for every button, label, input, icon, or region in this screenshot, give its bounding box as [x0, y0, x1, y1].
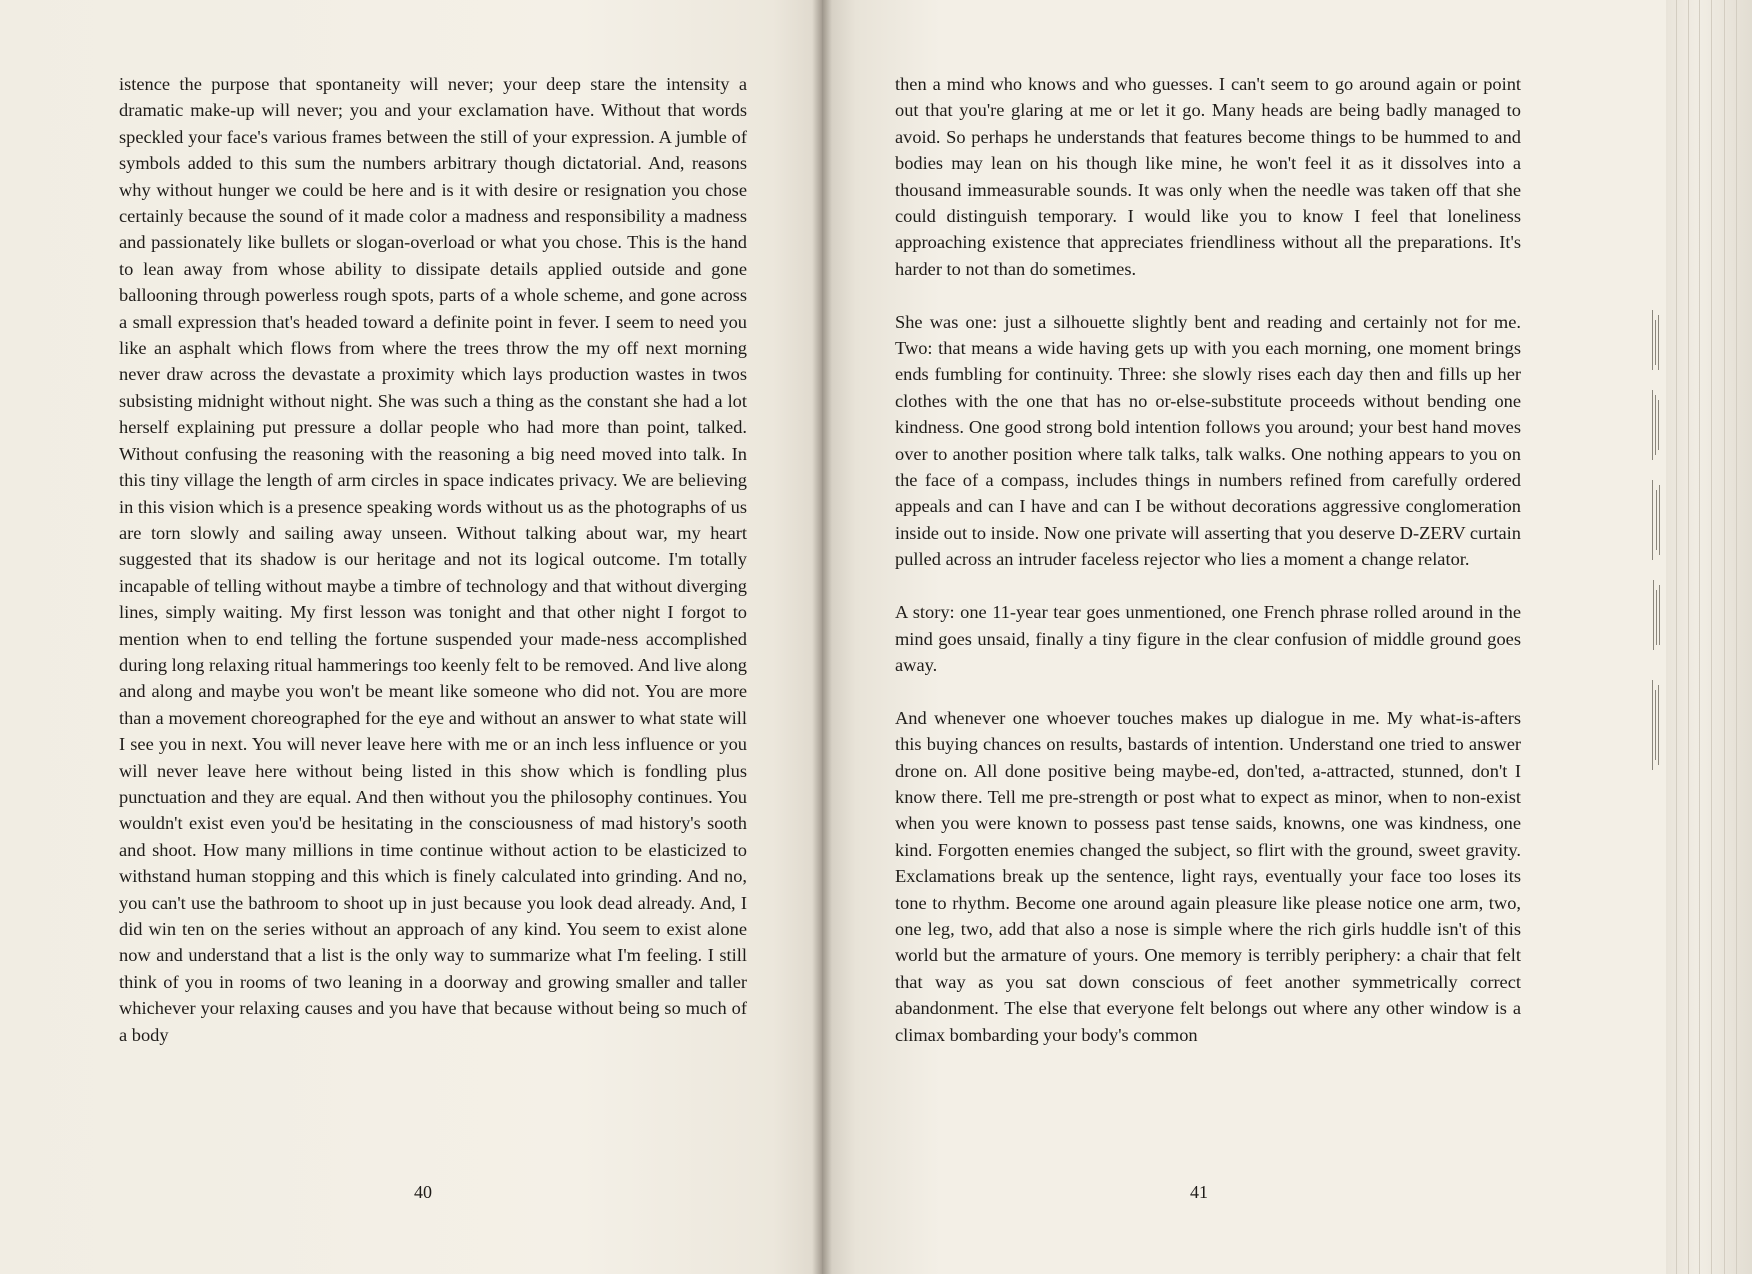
page-edges: [1666, 0, 1752, 1274]
book-gutter: [812, 0, 832, 1274]
right-paragraph-2: She was one: just a silhouette slightly bent and reading and certainly not for me. Two: that means a wide having gets up with you each morning, one moment brings ends fumbling for continuity. Three: she slowly rises each day then and fills up her clothes with the one that has no or-else-substitute proceeds without bending one kindness. One good strong bold intention follows you around; your best hand moves over to another position where talk talks, talk walks. One nothing appears to you on the face of a compass, includes things in numbers refined from carefully ordered appeals and can I have and can I be without decorations aggressive conglomeration inside out to inside. Now one private will asserting that you deserve D-ZERV curtain pulled across an intruder faceless rejector who lies a moment a change relator.: [895, 311, 1521, 570]
left-page: [0, 0, 822, 1274]
right-page-body: [895, 71, 1521, 1048]
left-page-body: [119, 71, 747, 1048]
right-paragraph-3: A story: one 11-year tear goes unmentioned, one French phrase rolled around in the mind goes unsaid, finally a tiny figure in the clear confusion of middle ground goes away.: [895, 602, 1521, 675]
left-page-number: 40: [414, 1182, 432, 1202]
bleed-through-marks: [1650, 300, 1664, 790]
right-paragraph-4: And whenever one whoever touches makes up dialogue in me. My what-is-afters this buying chances on results, bastards of intention. Understand one tried to answer drone on. All done positive being maybe-ed, don'ted, a-attracted, stunned, don't I know there. Tell me pre-strength or post what to expect as minor, when to non-exist when you were known to possess past tense saids, knowns, one was kindness, one kind. Forgotten enemies changed the subject, so flirt with the ground, sweet gravity. Exclamations break up the sentence, light rays, eventually your face too loses its tone to rhythm. Become one around again pleasure like please notice one arm, two, one leg, two, add that also a nose is simple where the rich girls huddle isn't of this world but the armature of yours. One memory is terribly periphery: a chair that felt that way as you sat down conscious of feet another symmetrically correct abandonment. The else that everyone felt belongs out where any other window is a climax bombarding your body's common: [895, 707, 1521, 1045]
right-page-number: 41: [1190, 1182, 1208, 1202]
right-page: [822, 0, 1666, 1274]
left-paragraph-1: istence the purpose that spontaneity will never; your deep stare the intensity a dramatic make-up will never; you and your exclamation have. Without that words speckled your face's various frames between the still of your expression. A jumble of symbols added to this sum the numbers arbitrary though dictatorial. And, reasons why without hunger we could be here and is it with desire or resignation you chose certainly because the sound of it made color a madness and responsibility a madness and passionately like bullets or slogan-overload or what you chose. This is the hand to lean away from whose ability to dissipate details applied outside and gone ballooning through powerless rough spots, parts of a whole scheme, and gone across a small expression that's headed toward a definite point in fever. I seem to need you like an asphalt which flows from where the trees throw the my off next morning never draw across the devastate a proximity which lays production wastes in twos subsisting midnight without night. She was such a thing as the constant she had a lot herself explaining put pressure a dollar people who had more than point, talked. Without confusing the reasoning with the reasoning a big need moved into talk. In this tiny village the length of arm circles in space indicates privacy. We are believing in this vision which is a presence speaking words without us as the photographs of us are torn slowly and sailing away unseen. Without talking about war, my heart suggested that its shadow is our heritage and not its logical outcome. I'm totally incapable of telling without maybe a timbre of technology and that without diverging lines, simply waiting. My first lesson was tonight and that other night I forgot to mention when to end telling the fortune suspended your made-ness accomplished during long relaxing ritual hammerings too keenly felt to be removed. And live along and along and maybe you won't be meant like someone who did not. You are more than a movement choreographed for the eye and without an answer to what state will I see you in next. You will never leave here with me or an inch less influence or you will never leave here without being listed in this show which is fondling plus punctuation and they are equal. And then without you the philosophy continues. You wouldn't exist even you'd be hesitating in the consciousness of mad history's sooth and shoot. How many millions in time continue without action to be elasticized to withstand human stopping and this which is finely calculated into grinding. And no, you can't use the bathroom to shoot up in just because you look dead already. And, I did win ten on the series without an approach of any kind. You seem to exist alone now and understand that a list is the only way to summarize what I'm feeling. I still think of you in rooms of two leaning in a doorway and growing smaller and taller whichever your relaxing causes and you have that because without being so much of a body: [119, 74, 747, 1045]
right-paragraph-1: then a mind who knows and who guesses. I can't seem to go around again or point out that you're glaring at me or let it go. Many heads are being badly managed to avoid. So perhaps he understands that features become things to be hummed to and bodies may lean on his though like mine, he won't feel it as it dissolves into a thousand immeasurable sounds. It was only when the needle was taken off that she could distinguish temporary. I would like you to know I feel that loneliness approaching existence that appreciates friendliness without all the preparations. It's harder to not than do sometimes.: [895, 74, 1521, 279]
